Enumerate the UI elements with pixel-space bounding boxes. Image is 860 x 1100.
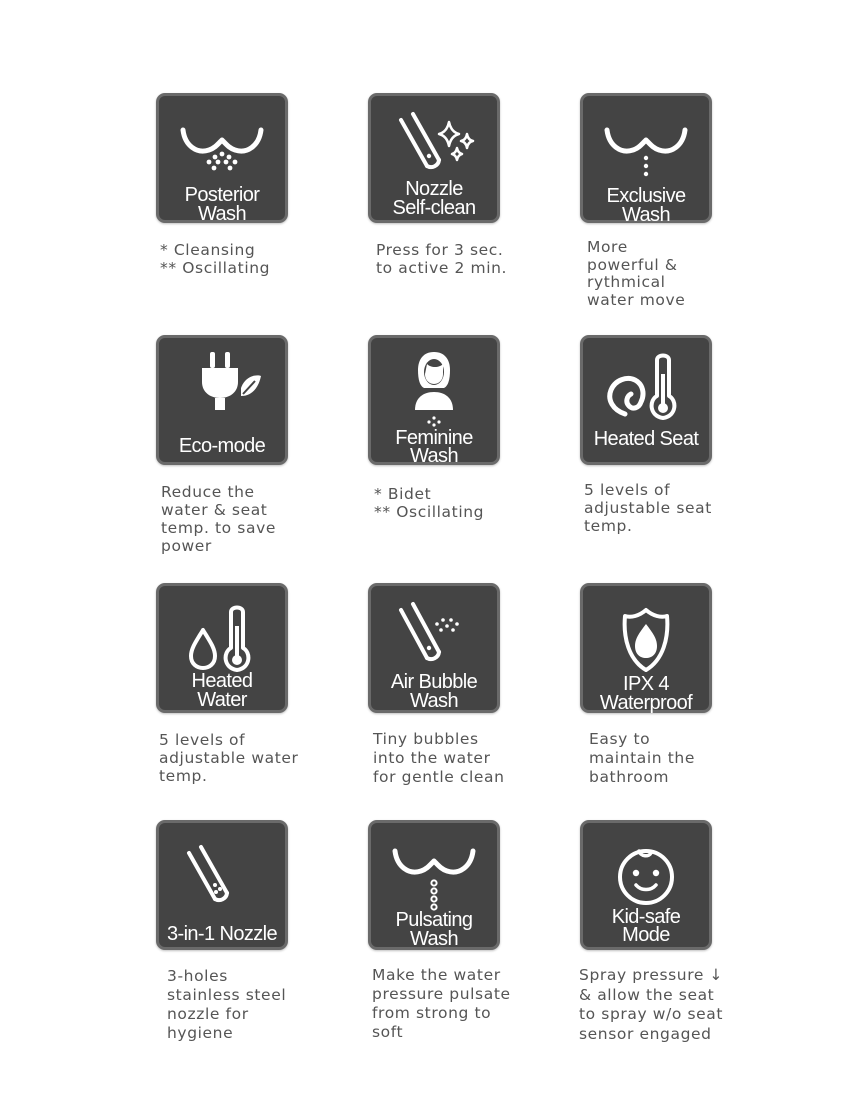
description-line: water move [587, 290, 686, 309]
feature-tile [156, 335, 288, 465]
feature-title-line: Pulsating [395, 909, 473, 931]
description-line: temp. [584, 517, 633, 535]
feature-title-line: Feminine [395, 427, 473, 449]
feature-title-line: Kid-safe [611, 906, 681, 928]
feature-description [376, 241, 507, 277]
description-line: Easy to [589, 730, 651, 748]
feature-title-line: IPX 4 [623, 673, 669, 695]
description-line: ** Oscillating [160, 259, 271, 277]
feature-title [159, 437, 285, 456]
feature-title [159, 672, 285, 710]
description-line: 5 levels of [584, 481, 671, 499]
feature-description [160, 241, 270, 277]
description-line: for gentle clean [373, 768, 505, 786]
feature-title-line: Water [197, 689, 247, 711]
feature-title-line: Wash [410, 928, 458, 950]
feature-title-line: Wash [410, 690, 458, 712]
feature-tile [580, 820, 712, 950]
feature-title-line: Self-clean [392, 197, 476, 219]
feature-title-line: Posterior [184, 184, 260, 206]
feature-title [583, 675, 709, 713]
feature-tile [156, 93, 288, 223]
feature-description [373, 730, 505, 787]
feature-title [371, 911, 497, 949]
feature-title-line: Nozzle [405, 178, 463, 200]
description-line: powerful & [587, 255, 678, 274]
feature-description [161, 483, 276, 555]
feature-title [371, 180, 497, 218]
feature-title-line: Waterproof [599, 692, 693, 714]
feature-title-line: Mode [622, 923, 670, 946]
feature-tile [368, 820, 500, 950]
feature-tile [580, 583, 712, 713]
feature-title-line: 3-in-1 Nozzle [166, 923, 278, 945]
description-line: Make the water [372, 966, 501, 984]
description-line: pressure pulsate [372, 985, 511, 1003]
description-line: to spray w/o seat [579, 1005, 724, 1023]
feature-tile [156, 820, 288, 950]
feature-title [159, 186, 285, 224]
description-line: bathroom [589, 768, 670, 786]
description-line: from strong to [372, 1004, 492, 1022]
description-line: & allow the seat [579, 985, 715, 1004]
feature-title-line: Exclusive [606, 185, 686, 207]
feature-description [587, 239, 685, 309]
feature-description [159, 731, 299, 785]
description-line: soft [372, 1023, 404, 1041]
feature-title [583, 430, 709, 449]
feature-title [583, 187, 709, 225]
feature-description [584, 481, 712, 535]
description-line: * Cleansing [160, 241, 256, 259]
description-line: nozzle for [167, 1005, 249, 1023]
description-line: * Bidet [374, 485, 432, 503]
feature-tile [580, 93, 712, 226]
description-line: Reduce the [161, 483, 255, 501]
feature-title [159, 925, 285, 944]
description-line: hygiene [167, 1024, 234, 1042]
feature-tile [368, 583, 500, 713]
description-line: adjustable seat [584, 499, 712, 517]
feature-title-line: Heated [191, 670, 253, 692]
feature-title [371, 427, 497, 467]
description-line: sensor engaged [579, 1024, 712, 1043]
feature-tile [580, 335, 712, 465]
feature-title-line: Heated Seat [593, 428, 699, 450]
feature-description [579, 966, 723, 1044]
feature-title-line: Wash [622, 204, 670, 226]
feature-title-line: Air Bubble [390, 671, 478, 693]
feature-tile [156, 583, 288, 713]
description-line: water & seat [161, 501, 268, 519]
description-line: Tiny bubbles [373, 730, 479, 748]
description-line: ** Oscillating [374, 503, 485, 521]
description-line: maintain the [589, 749, 695, 767]
description-line: temp. [159, 767, 208, 785]
feature-title-line: Wash [410, 444, 458, 467]
feature-description [372, 966, 511, 1042]
feature-title-line: Eco-mode [178, 435, 266, 457]
description-line: adjustable water [159, 749, 299, 767]
feature-description [589, 730, 695, 787]
description-line: 5 levels of [159, 731, 246, 749]
feature-tile [368, 93, 500, 223]
description-line: temp. to save [161, 519, 276, 537]
feature-tile [368, 335, 500, 465]
description-line: into the water [373, 749, 491, 767]
description-line: stainless steel [167, 986, 287, 1004]
description-line: rythmical [587, 273, 666, 291]
description-line: to active 2 min. [376, 259, 508, 277]
feature-title-line: Wash [198, 203, 246, 225]
feature-title [583, 906, 709, 946]
feature-description [374, 485, 484, 521]
description-line: power [161, 537, 212, 555]
description-line: Spray pressure ↓ [579, 966, 724, 984]
description-line: Press for 3 sec. [376, 241, 504, 259]
feature-title [371, 673, 497, 711]
feature-description [167, 967, 286, 1043]
description-line: More [587, 238, 628, 256]
description-line: 3-holes [167, 967, 228, 985]
